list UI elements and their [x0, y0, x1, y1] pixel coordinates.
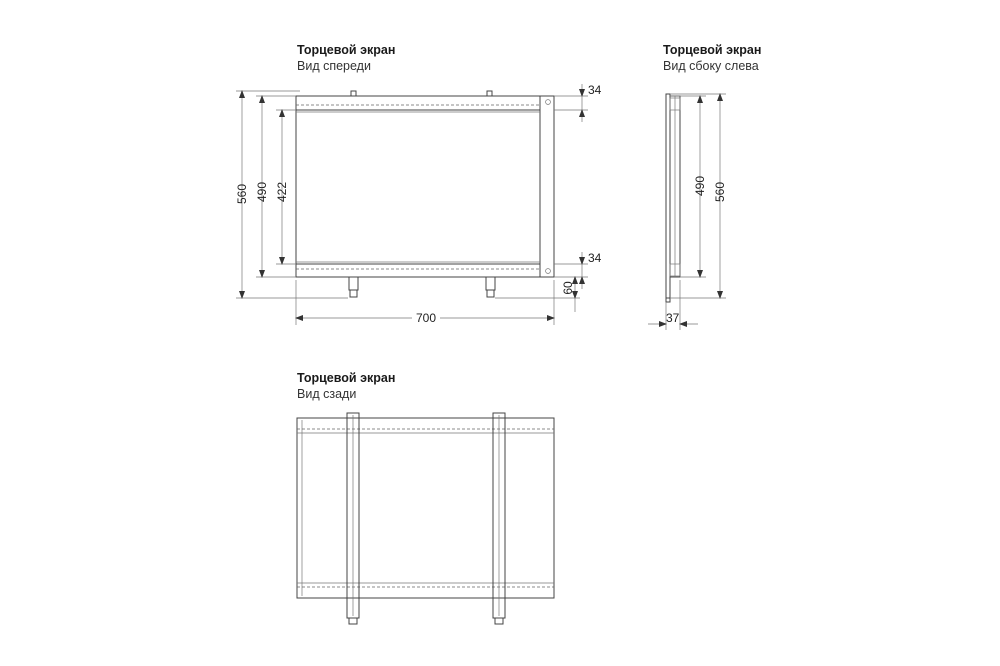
side-depth-label: 37: [666, 311, 680, 325]
back-view-title: Торцевой экран: [297, 371, 396, 385]
side-frame-height-label: 490: [693, 175, 707, 197]
side-view-title: Торцевой экран: [663, 43, 762, 57]
side-total-height-label: 560: [713, 181, 727, 203]
side-view-drawing: [648, 94, 727, 330]
front-panel-outline: [296, 96, 554, 277]
front-bottom-hole: [546, 269, 551, 274]
front-leg-right: [486, 277, 495, 290]
front-leg-height-label: 60: [561, 281, 575, 295]
front-view-title: Торцевой экран: [297, 43, 396, 57]
front-leg-left: [349, 277, 358, 290]
front-total-height-label: 560: [235, 183, 249, 205]
back-panel-outline: [297, 418, 554, 598]
back-leg-right: [495, 618, 503, 624]
side-panel-outline: [666, 94, 670, 298]
front-panel-height-label: 422: [275, 181, 289, 203]
side-view-subtitle: Вид сбоку слева: [663, 59, 759, 73]
back-view-subtitle: Вид сзади: [297, 387, 357, 401]
back-leg-left: [349, 618, 357, 624]
front-top-offset-label: 34: [588, 83, 602, 97]
front-top-bracket-left: [351, 91, 356, 96]
front-frame-height-label: 490: [255, 181, 269, 203]
front-width-label: 700: [415, 311, 437, 325]
front-top-hole: [546, 100, 551, 105]
front-top-bracket-right: [487, 91, 492, 96]
back-view-drawing: [297, 413, 554, 624]
front-view-subtitle: Вид спереди: [297, 59, 371, 73]
side-leg: [666, 298, 670, 302]
front-view-drawing: [235, 83, 602, 325]
front-bottom-offset-label: 34: [588, 251, 602, 265]
